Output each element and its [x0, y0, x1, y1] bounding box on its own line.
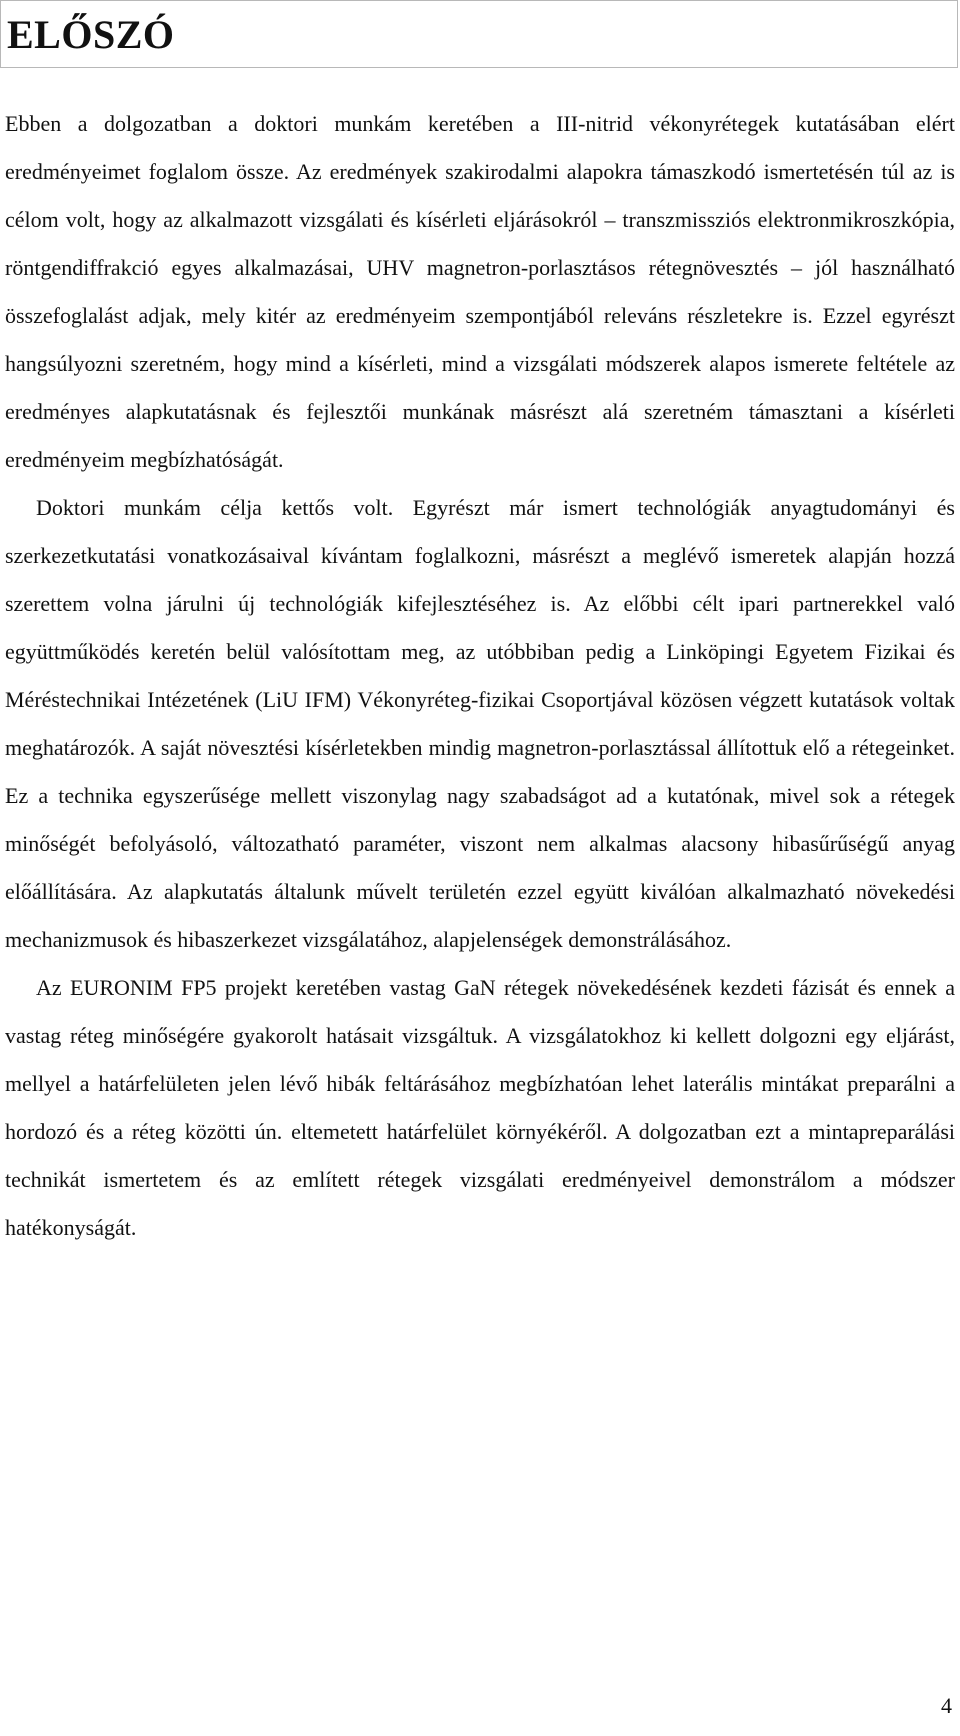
paragraph-2: Doktori munkám célja kettős volt. Egyrészt már ismert technológiák anyagtudományi és szerkezetkutatási vonatkozásaival kívántam foglalkozni, másrészt a meglévő ismeretek alapján hozzá szerettem volna járulni új technológiák kifejlesztéséhez is. Az előbbi célt ipari partnerekkel való együttműködés keretén belül valósítottam meg, az utóbbiban pedig a Linköpingi Egyetem Fizikai és Méréstechnikai Intézetének (LiU IFM) Vékonyréteg-fizikai Csoportjával közösen végzett kutatások voltak meghatározók. A saját növesztési kísérletekben mindig magnetron-porlasztással állítottuk elő a rétegeinket. Ez a technika egyszerűsége mellett viszonylag nagy szabadságot ad a kutatónak, mivel sok a rétegek minőségét befolyásoló, változatható paraméter, viszont nem alkalmas alacsony hibasűrűségű anyag előállítására. Az alapkutatás általunk művelt területén ezzel együtt kiválóan alkalmazható növekedési mechanizmusok és hibaszerkezet vizsgálatához, alapjelenségek demonstrálásához.: [5, 495, 955, 952]
page-heading: ELŐSZÓ: [7, 12, 175, 57]
heading-box: [0, 0, 958, 68]
paragraph-3: Az EURONIM FP5 projekt keretében vastag GaN rétegek növekedésének kezdeti fázisát és ennek a vastag réteg minőségére gyakorolt hatásait vizsgáltuk. A vizsgálatokhoz ki kellett dolgozni egy eljárást, mellyel a határfelületen jelen lévő hibák feltárásához megbízhatóan lehet laterális mintákat preparálni a hordozó és a réteg közötti ún. eltemetett határfelület környékéről. A dolgozatban ezt a mintapreparálási technikát ismertetem és az említett rétegek vizsgálati eredményeivel demonstrálom a módszer hatékonyságát.: [5, 975, 955, 1240]
body-text: [5, 100, 955, 1252]
paragraph-1: Ebben a dolgozatban a doktori munkám keretében a III-nitrid vékonyrétegek kutatásában elért eredményeimet foglalom össze. Az eredmények szakirodalmi alapokra támaszkodó ismertetésén túl az is célom volt, hogy az alkalmazott vizsgálati és kísérleti eljárásokról – transzmissziós elektronmikroszkópia, röntgendiffrakció egyes alkalmazásai, UHV magnetron-porlasztásos rétegnövesztés – jól használható összefoglalást adjak, mely kitér az eredményeim szempontjából releváns részletekre is. Ezzel egyrészt hangsúlyozni szeretném, hogy mind a kísérleti, mind a vizsgálati módszerek alapos ismerete feltétele az eredményes alapkutatásnak és fejlesztői munkának másrészt alá szeretném támasztani a kísérleti eredményeim megbízhatóságát.: [5, 111, 955, 472]
page-number: 4: [941, 1693, 952, 1718]
